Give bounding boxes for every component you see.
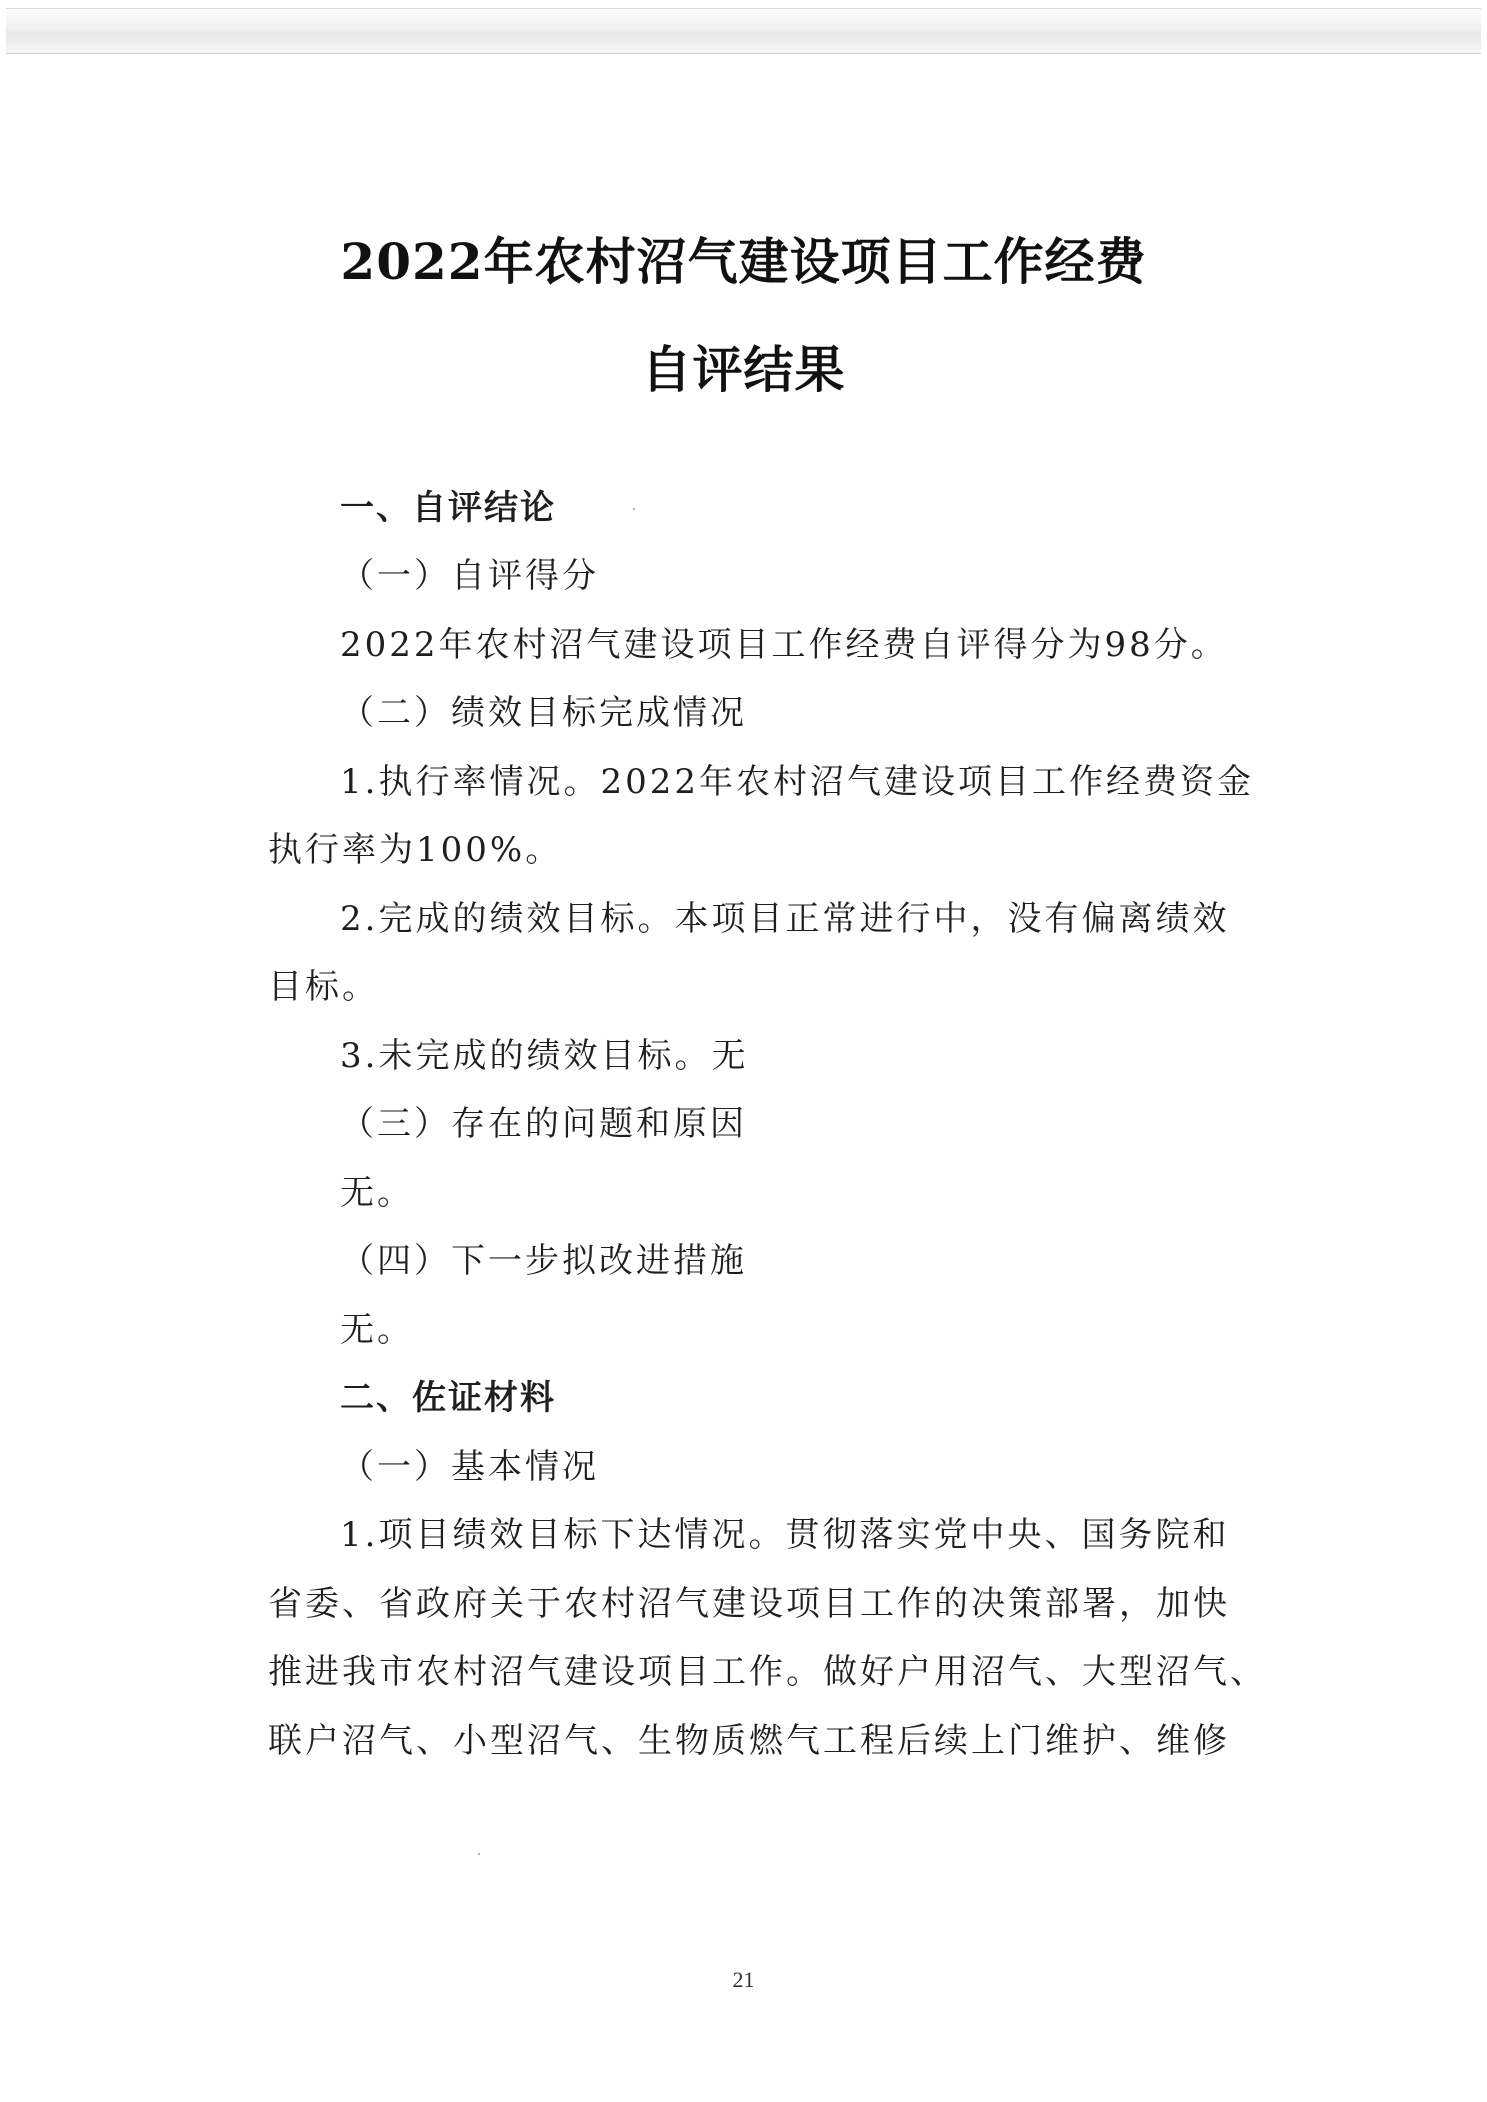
paragraph-target-issuance-line-2: 省委、省政府关于农村沼气建设项目工作的决策部署，加快 (268, 1584, 1230, 1624)
paragraph-problems-none: 无。 (340, 1173, 414, 1213)
document-title-line-2: 自评结果 (641, 340, 846, 399)
subheading-self-evaluation-score: （一）自评得分 (340, 556, 599, 596)
page-number: 21 (732, 1967, 755, 1992)
subheading-next-steps: （四）下一步拟改进措施 (340, 1241, 747, 1281)
paragraph-completed-targets-line-2: 目标。 (268, 967, 379, 1007)
section-heading-self-evaluation-conclusion: 一、自评结论 (340, 488, 556, 528)
paragraph-score: 2022年农村沼气建设项目工作经费自评得分为98分。 (340, 625, 1228, 665)
scan-header-strip (6, 8, 1481, 54)
paragraph-uncompleted-targets: 3.未完成的绩效目标。无 (340, 1036, 749, 1076)
paragraph-execution-rate-line-1: 1.执行率情况。2022年农村沼气建设项目工作经费资金 (340, 762, 1254, 802)
section-heading-supporting-materials: 二、佐证材料 (340, 1378, 556, 1418)
scan-speck (633, 508, 635, 510)
scan-speck (478, 1853, 480, 1855)
paragraph-execution-rate-line-2: 执行率为100%。 (268, 830, 563, 870)
subheading-problems-and-causes: （三）存在的问题和原因 (340, 1104, 747, 1144)
paragraph-target-issuance-line-4: 联户沼气、小型沼气、生物质燃气工程后续上门维护、维修 (268, 1721, 1230, 1761)
document-title-line-1: 2022年农村沼气建设项目工作经费 (340, 232, 1147, 291)
subheading-performance-targets: （二）绩效目标完成情况 (340, 693, 747, 733)
paragraph-target-issuance-line-3: 推进我市农村沼气建设项目工作。做好户用沼气、大型沼气、 (268, 1652, 1267, 1692)
paragraph-target-issuance-line-1: 1.项目绩效目标下达情况。贯彻落实党中央、国务院和 (340, 1515, 1230, 1555)
paragraph-completed-targets-line-1: 2.完成的绩效目标。本项目正常进行中，没有偏离绩效 (340, 899, 1230, 939)
paragraph-next-steps-none: 无。 (340, 1310, 414, 1350)
subheading-basic-information: （一）基本情况 (340, 1447, 599, 1487)
